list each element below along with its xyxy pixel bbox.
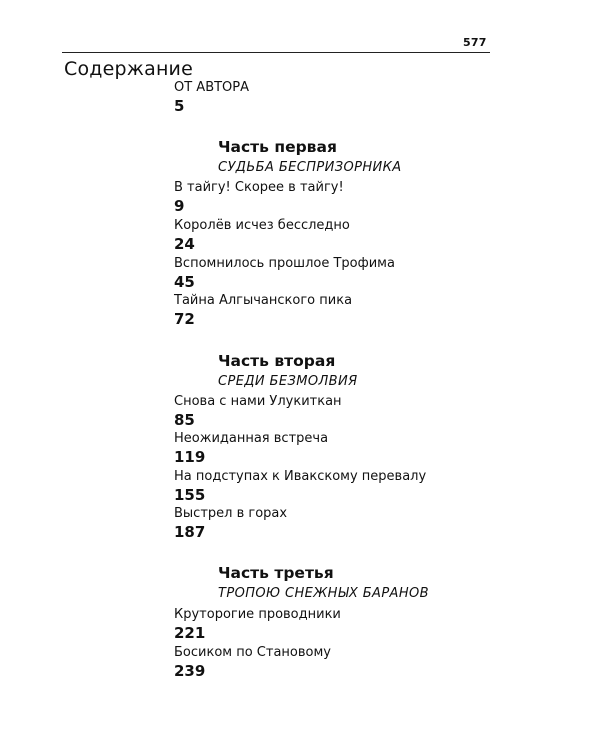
toc-entry[interactable]: [174, 293, 352, 328]
entry-title: Неожиданная встреча: [174, 431, 329, 446]
toc-entry[interactable]: [174, 645, 331, 680]
toc-entry-intro[interactable]: [174, 80, 249, 115]
entry-page-number: 24: [174, 235, 195, 253]
entry-page-number: 155: [174, 486, 206, 504]
toc-entry[interactable]: [174, 469, 426, 504]
toc-entry[interactable]: [174, 607, 341, 642]
entry-page-number: 221: [174, 624, 206, 642]
toc-entry[interactable]: [174, 506, 287, 541]
entry-title: Круторогие проводники: [174, 607, 341, 622]
part-1-heading: Часть первая: [218, 138, 337, 156]
entry-page-number: 85: [174, 411, 195, 429]
toc-title: Содержание: [64, 58, 193, 80]
entry-title: Выстрел в горах: [174, 506, 288, 521]
entry-page-number: 239: [174, 662, 206, 680]
toc-entry[interactable]: [174, 394, 342, 429]
entry-page-number: 72: [174, 310, 195, 328]
entry-title: Королёв исчез бесследно: [174, 218, 350, 233]
entry-title: Босиком по Становому: [174, 645, 331, 660]
entry-title: Снова с нами Улукиткан: [174, 394, 342, 409]
part-3-subtitle: ТРОПОЮ СНЕЖНЫХ БАРАНОВ: [218, 586, 429, 601]
toc-entry[interactable]: [174, 218, 350, 253]
part-2-subtitle: СРЕДИ БЕЗМОЛВИЯ: [218, 374, 358, 389]
entry-page-number: 187: [174, 523, 206, 541]
entry-page-number: 45: [174, 273, 195, 291]
toc-entry[interactable]: [174, 431, 328, 466]
entry-page-number: 5: [174, 97, 185, 115]
part-3-heading: Часть третья: [218, 564, 334, 582]
entry-page-number: 119: [174, 448, 206, 466]
toc-entry[interactable]: [174, 180, 344, 215]
part-1-subtitle: СУДЬБА БЕСПРИЗОРНИКА: [218, 160, 402, 175]
page-number: 577: [463, 36, 487, 49]
entry-title: Тайна Алгычанского пика: [174, 293, 353, 308]
entry-title: В тайгу! Скорее в тайгу!: [174, 180, 344, 195]
part-2-heading: Часть вторая: [218, 352, 336, 370]
entry-title: ОТ АВТОРА: [174, 80, 250, 95]
toc-entry[interactable]: [174, 256, 395, 291]
entry-title: Вспомнилось прошлое Трофима: [174, 256, 395, 271]
entry-page-number: 9: [174, 197, 185, 215]
entry-title: На подступах к Ивакскому перевалу: [174, 469, 427, 484]
header-rule: [62, 52, 490, 53]
